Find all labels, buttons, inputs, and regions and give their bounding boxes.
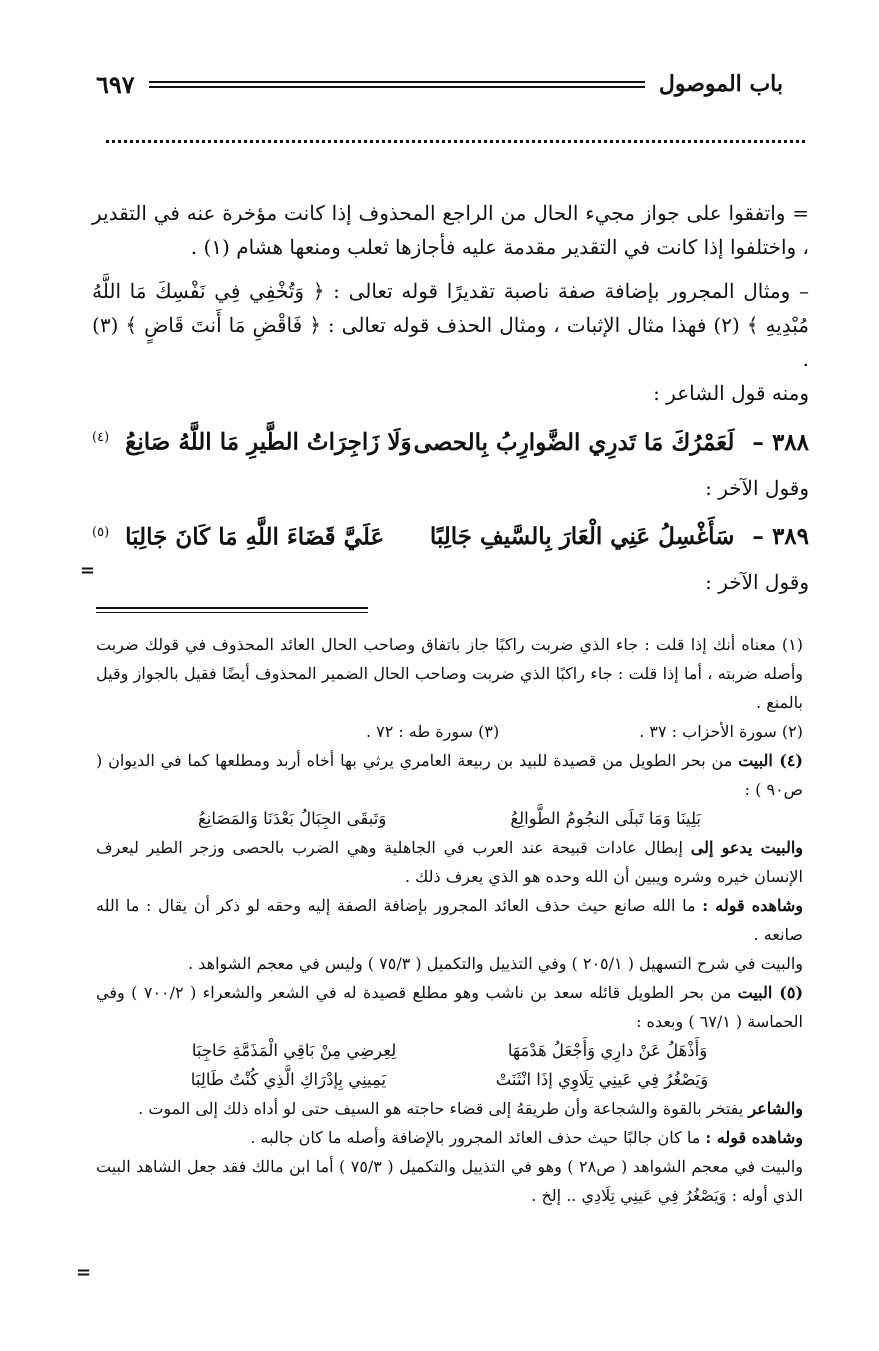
footnote-5: (٥) البيت من بحر الطويل قائله سعد بن ناشب وهو مطلع قصيدة له في الشعر والشعراء ( ٧٠٠/٢ ) وفي الحماسة ( ٦٧/١ ) وبعده : (96, 983, 804, 1031)
verse-second-hemistich: وَلَا زَاجِرَاتُ الطَّيرِ مَا اللَّهُ صَانِعُ (125, 428, 412, 456)
footnote-5-source: والبيت في معجم الشواهد ( ص٢٨ ) وهو في التذييل والتكميل ( ٧٥/٣ ) أما ابن مالك فقد جعل الشاهد البيت الذي أوله : وَيَصْغُرُ فِي عَينِي تِلَادِي .. إلخ . (96, 1157, 803, 1205)
footnote-4-witness: وشاهده قوله : ما الله صانع حيث حذف العائد المجرور بإضافة الصفة إليه وحقه لو ذكر أن يقال : ما الله صانعه . (96, 896, 804, 944)
verse-first-hemistich: لَعَمْرُكَ مَا تَدرِي الضَّوارِبُ بِالحصى (413, 428, 735, 456)
footnote-4-meaning: والبيت يدعو إلى إبطال عادات قبيحة عند العرب في الجاهلية وهي الضرب بالحصى وزجر الطير ليعرف الإنسان خيره وشره ويبين أن الله وحده هو الذي يعرف ذلك . (96, 838, 803, 886)
footnote-separator (96, 607, 368, 613)
footnotes-2-3 (96, 717, 803, 746)
intro-other-2: وقول الآخر : (705, 570, 809, 595)
verse-second-hemistich: عَلَيَّ قَضَاءَ اللَّهِ مَا كَانَ جَالِبَا (125, 523, 385, 551)
verse-388 (92, 410, 809, 471)
paragraph-agreement: = واتفقوا على جواز مجيء الحال من الراجع المحذوف إذا كانت مؤخرة عنه في التقدير ، واختلفوا إذا كانت في التقدير مقدمة عليه فأجازها ثعلب ومنعها هشام (١) . (92, 201, 809, 259)
verse-number: ٣٨٨ – (752, 428, 809, 456)
footnote-5-poet: والشاعر يفتخر بالقوة والشجاعة وأن طريقهُ إلى قضاء حاجته هو السيف حتى لو أداه ذلك إلى الموت . (138, 1099, 803, 1118)
main-text (92, 196, 809, 599)
intro-poet: ومنه قول الشاعر : (653, 381, 809, 405)
verse-first-hemistich: سَأَغْسِلُ عَنِي الْعَارَ بِالسَّيفِ جَالِبًا (429, 523, 735, 551)
footnote-4-poem: بَلِينَا وَمَا تَبلَى النجُومُ الطَّوالِعُ وَتَبقَى الجِبَالُ بَعْدَنَا وَالمَصَانِعُ (198, 809, 701, 828)
footnote-1: (١) معناه أنك إذا قلت : جاء الذي ضربت راكبًا جاز باتفاق وصاحب الحال العائد المحذوف في قولك ضربت وأصله ضربته ، أما إذا قلت : جاء راكبًا الذي ضربت وصاحب الحال الضمير المحذوف أيضًا فقيل بالجواز وقيل بالمنع . (96, 635, 803, 712)
verse-number: ٣٨٩ – (752, 523, 809, 551)
chapter-title: باب الموصول (658, 71, 783, 97)
intro-other: وقول الآخر : (705, 475, 809, 500)
paragraph-example: – ومثال المجرور بإضافة صفة ناصبة تقديرًا قوله تعالى : ﴿ وَتُخْفِي فِي نَفْسِكَ مَا اللَّهُ مُبْدِيهِ ﴾ (٢) فهذا مثال الإثبات ، ومثال الحذف قوله تعالى : ﴿ فَاقْضِ مَا أَنتَ قَاضٍ ﴾ (٣) . (92, 279, 809, 371)
continuation-mark-footnote: = (76, 1262, 92, 1283)
page-header (96, 64, 783, 104)
dotted-separator (106, 140, 805, 143)
header-rule (149, 81, 645, 88)
verse-389 (92, 505, 809, 566)
footnotes (96, 630, 803, 1210)
footnote-ref: (٤) (92, 430, 110, 445)
footnote-5-poem-2: وَيَصْغُرُ فِي عَينِي تِلَاوِي إذَا انْثَنَتْ يَمِينِي بِإدْرَاكِ الَّذِي كُنْتُ طَالِبَا (190, 1070, 709, 1089)
footnote-5-poem-1: وَأَذْهَلُ عَنْ دارِي وَأَجْعَلُ هَدْمَهَا لِعِرضِي مِنْ بَاقِي الْمَذَمَّةِ حَاجِبَا (191, 1041, 708, 1060)
footnote-4: (٤) البيت من بحر الطويل من قصيدة للبيد بن ربيعة العامري يرثي بها أخاه أربد ومطلعها كما في الديوان ( ص٩٠ ) : (96, 751, 803, 799)
footnote-4-source: والبيت في شرح التسهيل ( ٢٠٥/١ ) وفي التذييل والتكميل ( ٧٥/٣ ) وليس في معجم الشواهد . (188, 954, 803, 973)
footnote-ref: (٥) (92, 524, 110, 540)
continuation-mark-main: = (80, 560, 96, 581)
footnote-2: (٢) سورة الأحزاب : ٣٧ . (639, 722, 803, 741)
page-number: ٦٩٧ (96, 69, 135, 99)
footnote-5-witness: وشاهده قوله : ما كان جالبًا حيث حذف العائد المجرور بالإضافة وأصله ما كان جالبه . (250, 1128, 803, 1147)
footnote-3: (٣) سورة طه : ٧٢ . (365, 722, 500, 741)
